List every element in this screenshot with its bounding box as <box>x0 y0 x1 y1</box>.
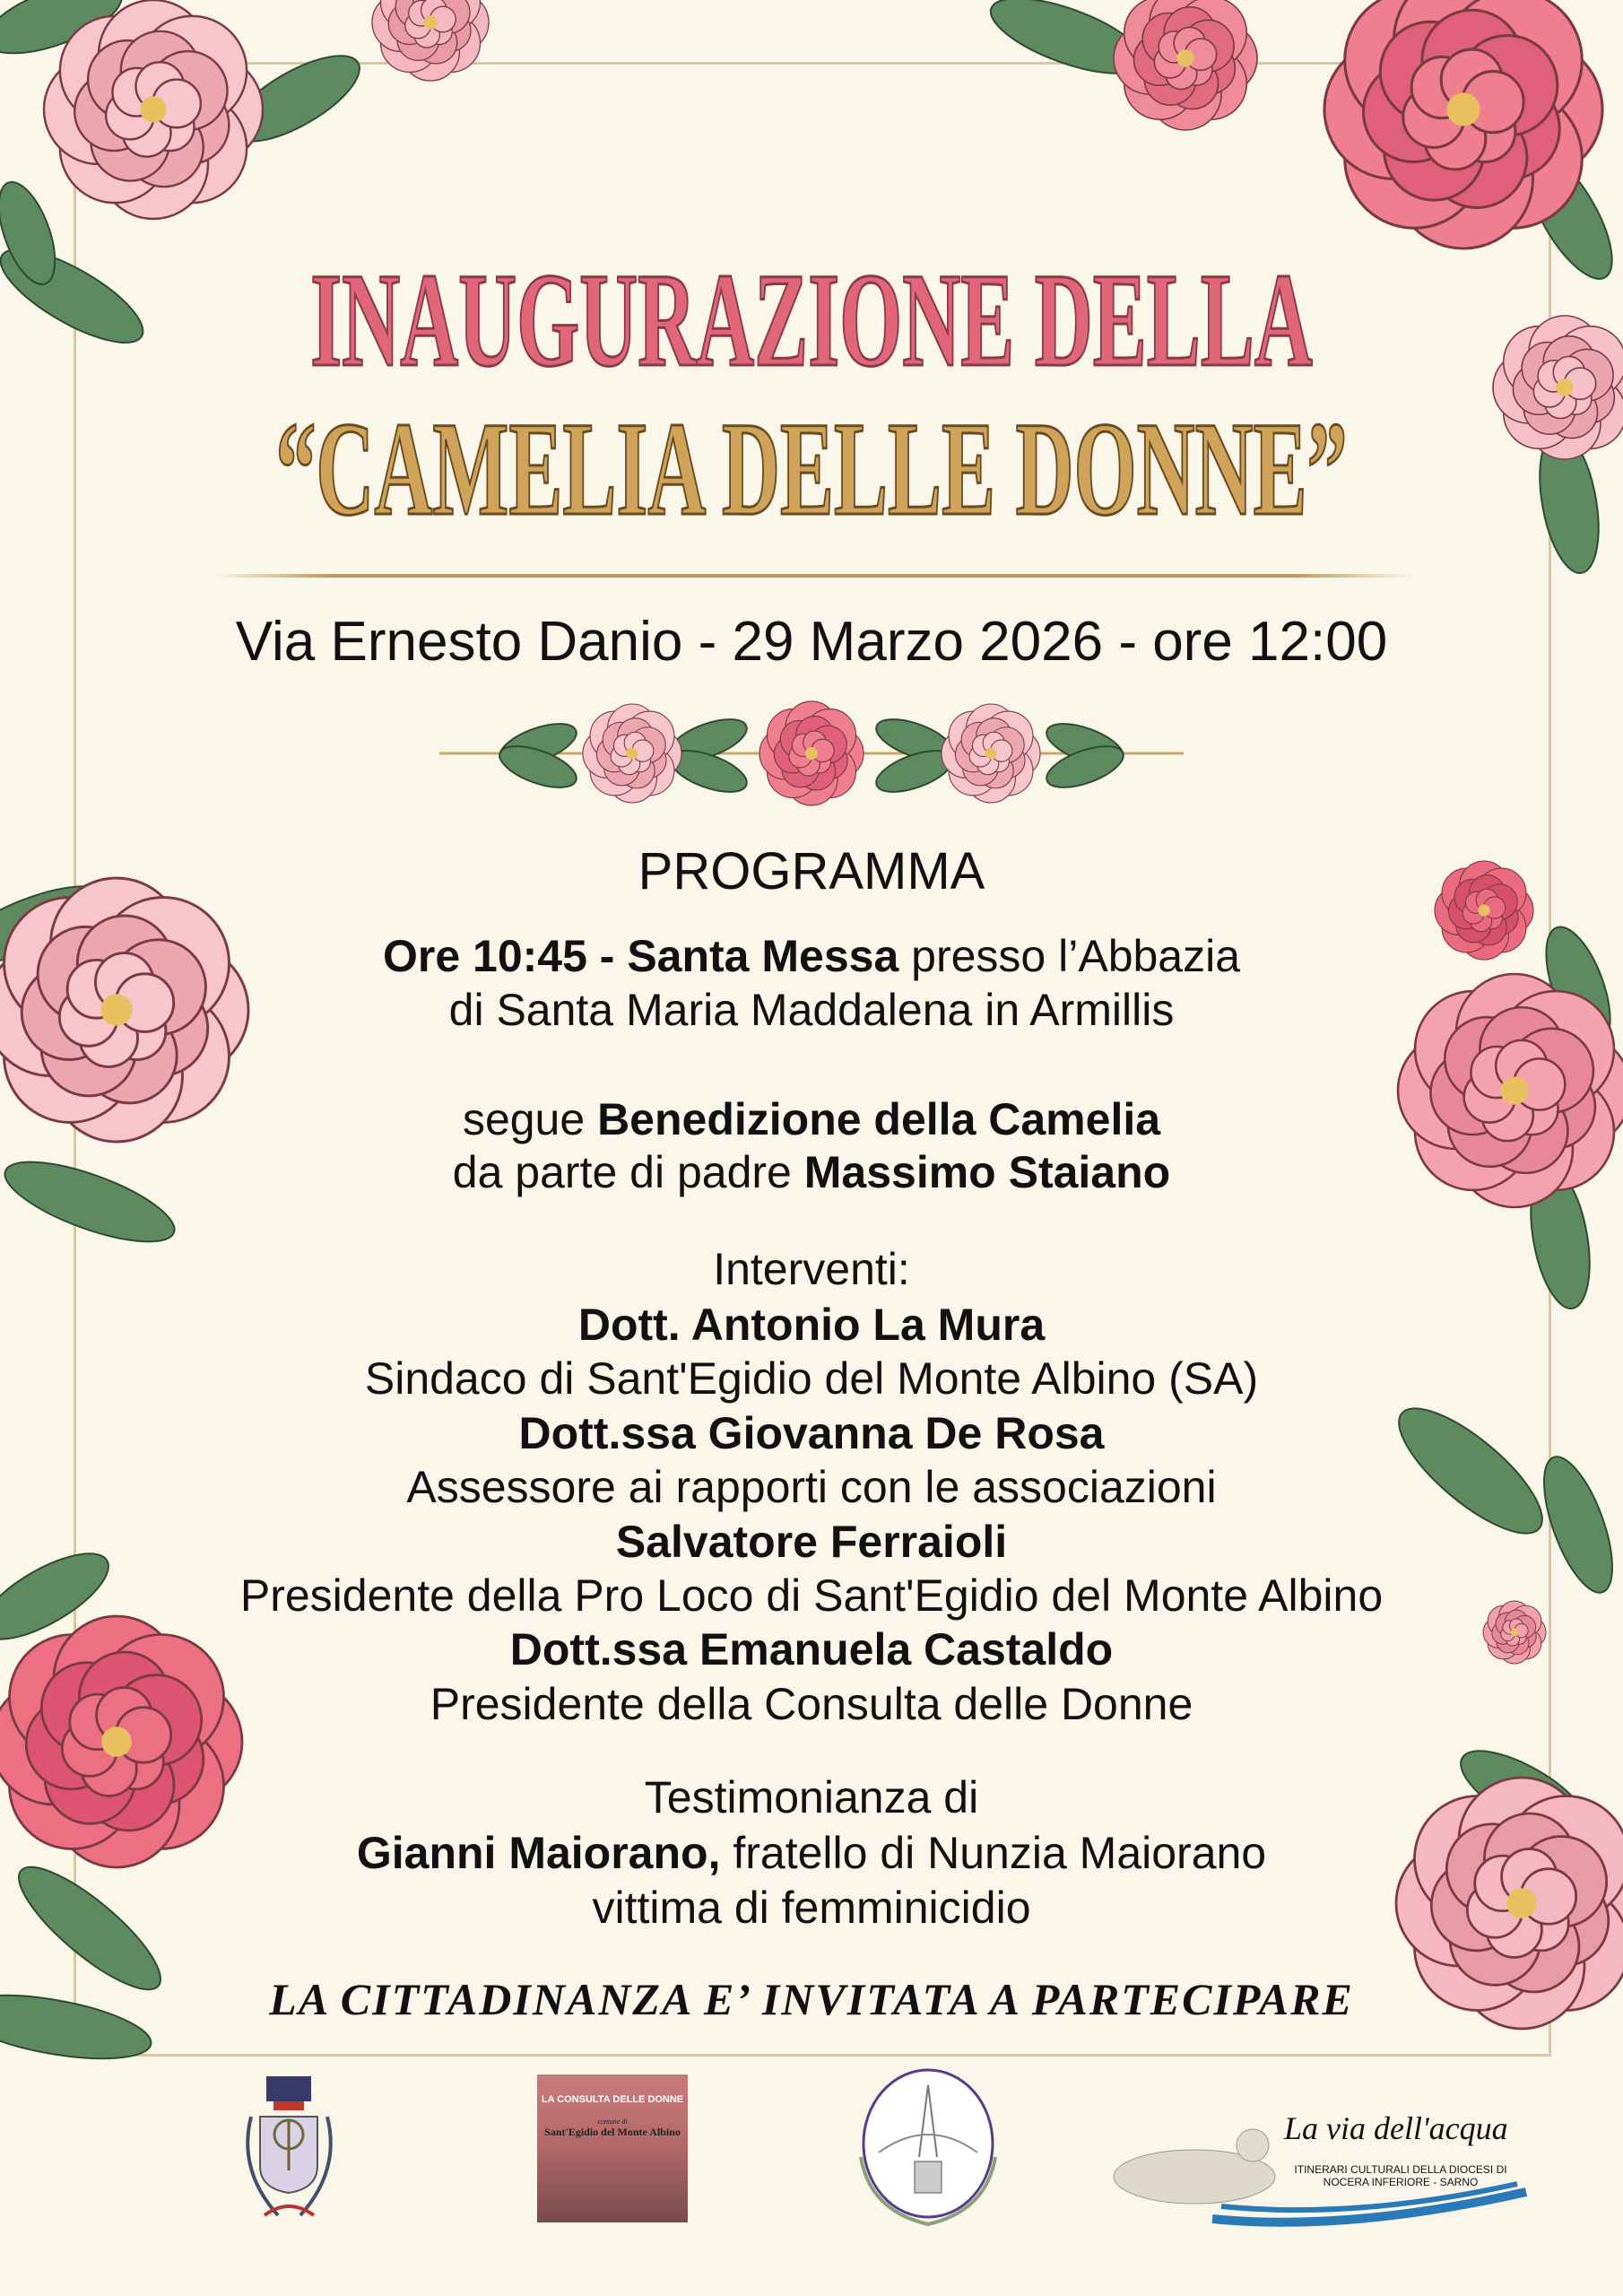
program-line-bold: Dott. Antonio La Mura <box>577 1300 1046 1350</box>
program-line <box>0 1677 1623 1731</box>
title-line-2 <box>0 395 1623 544</box>
program-line-text: da parte di padre <box>452 1147 804 1197</box>
program-line <box>0 1569 1623 1622</box>
program-line <box>0 1352 1623 1405</box>
program-line <box>0 1092 1623 1146</box>
program-line-bold: Dott.ssa Emanuela Castaldo <box>509 1624 1114 1674</box>
program-line-text: Testimonianza di <box>644 1772 979 1822</box>
program-line-text: Interventi: <box>713 1244 910 1294</box>
invitation-text: LA CITTADINANZA E’ INVITATA A PARTECIPARE <box>269 1974 1354 2024</box>
program-line <box>0 1881 1623 1935</box>
consulta-logo-sub: comune di <box>597 2118 628 2126</box>
program-line <box>0 1826 1623 1880</box>
program-line-bold: Massimo Staiano <box>803 1147 1171 1197</box>
program-line-text: segue <box>462 1094 598 1144</box>
camellia-flower-icon <box>583 704 681 803</box>
camellia-flower-icon <box>759 701 864 805</box>
acqua-logo-subtitle: ITINERARI CULTURALI DELLA DIOCESI DI NOCERA INFERIORE - SARNO <box>1294 2163 1507 2188</box>
title-line-1-text: INAUGURAZIONE DELLA <box>310 246 1313 395</box>
association-emblem-logo <box>843 2067 1013 2229</box>
title-line-1 <box>0 246 1623 395</box>
program-line <box>0 1145 1623 1199</box>
program-line-text: fratello di Nunzia Maiorano <box>720 1828 1267 1878</box>
program-line-text: Presidente della Consulta delle Donne <box>430 1679 1193 1729</box>
camellia-ornament-divider <box>439 695 1184 812</box>
program-line <box>0 1770 1623 1824</box>
la-via-dell-acqua-logo <box>1105 2109 1553 2231</box>
acqua-logo-name: La via dell'acqua <box>1284 2110 1508 2146</box>
camellia-flower-icon <box>942 704 1040 803</box>
camellia-flower-icon <box>372 0 489 81</box>
program-line-bold: Salvatore Ferraioli <box>615 1517 1008 1567</box>
program-line-text: di Santa Maria Maddalena in Armillis <box>448 985 1175 1035</box>
program-line <box>0 929 1623 983</box>
program-line-text: Assessore ai rapporti con le associazioni <box>406 1462 1217 1512</box>
title-line-2-text: “CAMELIA DELLE DONNE” <box>275 395 1348 544</box>
program-line <box>0 1515 1623 1569</box>
program-line-text: Sindaco di Sant'Egidio del Monte Albino (SA) <box>364 1353 1259 1404</box>
program-line-bold: Ore 10:45 - Santa Messa <box>382 931 899 981</box>
program-line-bold: Dott.ssa Giovanna De Rosa <box>518 1408 1105 1458</box>
municipality-coat-of-arms-logo <box>229 2072 350 2229</box>
program-line <box>0 983 1623 1037</box>
program-line-text: vittima di femminicidio <box>592 1883 1031 1933</box>
program-line <box>0 1298 1623 1352</box>
consulta-logo-title: LA CONSULTA DELLE DONNE <box>541 2094 684 2105</box>
program-line <box>0 1622 1623 1676</box>
program-heading: PROGRAMMA <box>638 842 985 900</box>
consulta-logo-municipality: Sant'Egidio del Monte Albino <box>544 2126 681 2138</box>
program-line-bold: Benedizione della Camelia <box>597 1094 1161 1144</box>
camellia-flower-icon <box>1114 0 1257 130</box>
program-line-text: presso l’Abbazia <box>898 931 1241 981</box>
camellia-flower-icon <box>44 0 263 219</box>
program-line <box>0 1242 1623 1296</box>
program-line-text: Presidente della Pro Loco di Sant'Egidio del Monte Albino <box>239 1570 1384 1621</box>
title-divider <box>213 574 1412 578</box>
consulta-delle-donne-logo <box>537 2074 688 2222</box>
program-line <box>0 1460 1623 1514</box>
program-line-bold: Gianni Maiorano, <box>356 1828 721 1878</box>
program-line <box>0 1406 1623 1460</box>
event-location-date: Via Ernesto Danio - 29 Marzo 2026 - ore 12:00 <box>235 611 1388 673</box>
